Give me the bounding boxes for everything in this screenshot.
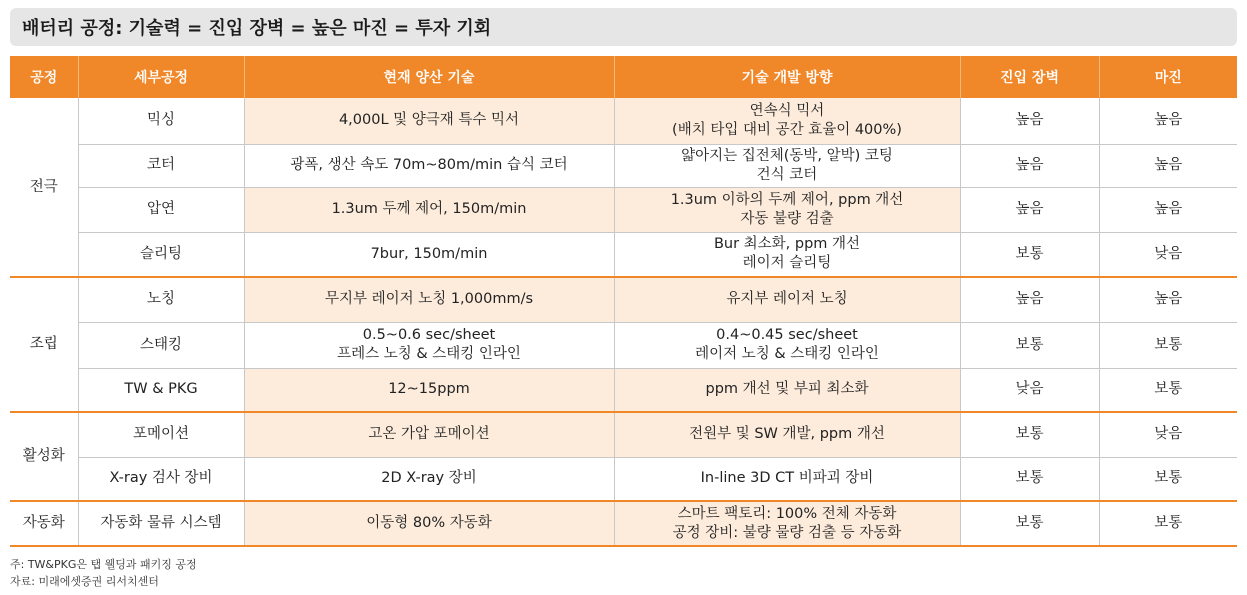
dev-direction-cell-line: 레이저 노칭 & 스태킹 인라인: [695, 346, 879, 362]
current-tech-cell: [244, 501, 614, 546]
header-process: 공정: [10, 56, 78, 98]
entry-barrier-cell: 높음: [960, 187, 1099, 232]
dev-direction-cell-line: 1.3um 이하의 두께 제어, ppm 개선: [670, 191, 904, 208]
entry-barrier-cell: 높음: [960, 98, 1099, 144]
header-subprocess: 세부공정: [78, 56, 244, 98]
dev-direction-cell-line: 자동 불량 검출: [740, 210, 834, 227]
entry-barrier-cell: 낮음: [960, 368, 1099, 412]
subprocess-cell: 압연: [78, 187, 244, 232]
current-tech-cell: [244, 322, 614, 368]
subprocess-cell: 포메이션: [78, 412, 244, 457]
dev-direction-cell-line: 건식 코터: [756, 166, 818, 183]
current-tech-cell-line: 이동형 80% 자동화: [366, 515, 492, 531]
subprocess-cell: 믹싱: [78, 98, 244, 144]
header-entry-barrier: 진입 장벽: [960, 56, 1099, 98]
current-tech-cell-line: 프레스 노칭 & 스태킹 인라인: [337, 346, 521, 362]
subprocess-cell: TW & PKG: [78, 368, 244, 412]
dev-direction-cell-line: 유지부 레이저 노칭: [726, 291, 848, 308]
header-current-tech: 현재 양산 기술: [244, 56, 614, 98]
dev-direction-cell: [614, 501, 960, 546]
subprocess-cell: 노칭: [78, 277, 244, 322]
table-body: [10, 98, 1237, 546]
dev-direction-cell: [614, 232, 960, 277]
process-table: [10, 56, 1237, 547]
table-row: [10, 98, 1237, 144]
margin-cell: 높음: [1099, 187, 1237, 232]
table-row: [10, 144, 1237, 187]
dev-direction-cell: [614, 277, 960, 322]
current-tech-cell-line: 무지부 레이저 노칭 1,000mm/s: [324, 291, 534, 308]
header-margin: 마진: [1099, 56, 1237, 98]
dev-direction-cell: [614, 457, 960, 501]
entry-barrier-cell: 높음: [960, 277, 1099, 322]
current-tech-cell-line: 고온 가압 포메이션: [368, 426, 490, 443]
current-tech-cell: [244, 412, 614, 457]
process-group-cell: 활성화: [10, 412, 78, 501]
dev-direction-cell: [614, 144, 960, 187]
table-row: [10, 187, 1237, 232]
subprocess-cell: X-ray 검사 장비: [78, 457, 244, 501]
table-row: [10, 232, 1237, 277]
page-title: 배터리 공정: 기술력 = 진입 장벽 = 높은 마진 = 투자 기회: [10, 8, 1237, 46]
dev-direction-cell: [614, 368, 960, 412]
margin-cell: 높음: [1099, 277, 1237, 322]
current-tech-cell: [244, 187, 614, 232]
margin-cell: 보통: [1099, 501, 1237, 546]
current-tech-cell: [244, 144, 614, 187]
table-header-row: [10, 56, 1237, 98]
current-tech-cell: [244, 232, 614, 277]
current-tech-cell-line: 4,000L 및 양극재 특수 믹서: [338, 112, 520, 129]
margin-cell: 보통: [1099, 368, 1237, 412]
dev-direction-cell-line: 레이저 슬리팅: [742, 255, 832, 272]
current-tech-cell: [244, 277, 614, 322]
subprocess-cell: 스태킹: [78, 322, 244, 368]
current-tech-cell-line: 1.3um 두께 제어, 150m/min: [331, 201, 527, 217]
table-row: [10, 322, 1237, 368]
current-tech-cell-line: 12~15ppm: [388, 381, 470, 398]
dev-direction-cell: [614, 412, 960, 457]
current-tech-cell-line: 7bur, 150m/min: [370, 245, 488, 262]
dev-direction-cell-line: 스마트 팩토리: 100% 전체 자동화: [677, 505, 897, 522]
table-row: [10, 501, 1237, 546]
dev-direction-cell: [614, 322, 960, 368]
current-tech-cell: [244, 368, 614, 412]
dev-direction-cell-line: 얇아지는 집전체(동박, 알박) 코팅: [681, 147, 893, 164]
dev-direction-cell: [614, 98, 960, 144]
margin-cell: 높음: [1099, 144, 1237, 187]
dev-direction-cell-line: 연속식 믹서: [749, 102, 825, 119]
header-dev-direction: 기술 개발 방향: [614, 56, 960, 98]
entry-barrier-cell: 보통: [960, 322, 1099, 368]
process-group-cell: 전극: [29, 178, 58, 195]
current-tech-cell-line: 2D X-ray 장비: [381, 470, 477, 487]
margin-cell: 보통: [1099, 457, 1237, 501]
dev-direction-cell-line: 0.4~0.45 sec/sheet: [716, 327, 858, 343]
process-group-cell: 조립: [10, 277, 78, 412]
margin-cell: 높음: [1099, 98, 1237, 144]
subprocess-cell: 슬리팅: [78, 232, 244, 277]
current-tech-cell: [244, 98, 614, 144]
subprocess-cell: 코터: [78, 144, 244, 187]
entry-barrier-cell: 보통: [960, 501, 1099, 546]
current-tech-cell-line: 광폭, 생산 속도 70m~80m/min 습식 코터: [290, 157, 568, 173]
dev-direction-cell-line: 공정 장비: 불량 물량 검출 등 자동화: [672, 524, 902, 541]
dev-direction-cell-line: Bur 최소화, ppm 개선: [713, 236, 861, 253]
entry-barrier-cell: 보통: [960, 232, 1099, 277]
entry-barrier-cell: 높음: [960, 144, 1099, 187]
entry-barrier-cell: 보통: [960, 457, 1099, 501]
margin-cell: 낮음: [1099, 412, 1237, 457]
current-tech-cell-line: 0.5~0.6 sec/sheet: [362, 327, 496, 343]
table-row: [10, 457, 1237, 501]
footnote: 주: TW&PKG은 탭 웰딩과 패키징 공정: [10, 558, 197, 571]
table-row: [10, 277, 1237, 322]
dev-direction-cell-line: In-line 3D CT 비파괴 장비: [700, 470, 874, 487]
table-row: [10, 412, 1237, 457]
process-group-cell: 자동화: [10, 501, 78, 546]
source-note: 자료: 미래에셋증권 리서치센터: [10, 575, 159, 588]
table-row: [10, 368, 1237, 412]
dev-direction-cell: [614, 187, 960, 232]
current-tech-cell: [244, 457, 614, 501]
dev-direction-cell-line: 전원부 및 SW 개발, ppm 개선: [689, 426, 885, 443]
dev-direction-cell-line: ppm 개선 및 부피 최소화: [705, 381, 869, 398]
dev-direction-cell-line: (배치 타입 대비 공간 효율이 400%): [672, 121, 902, 138]
subprocess-cell: 자동화 물류 시스템: [78, 501, 244, 546]
margin-cell: 낮음: [1099, 232, 1237, 277]
entry-barrier-cell: 보통: [960, 412, 1099, 457]
margin-cell: 보통: [1099, 322, 1237, 368]
